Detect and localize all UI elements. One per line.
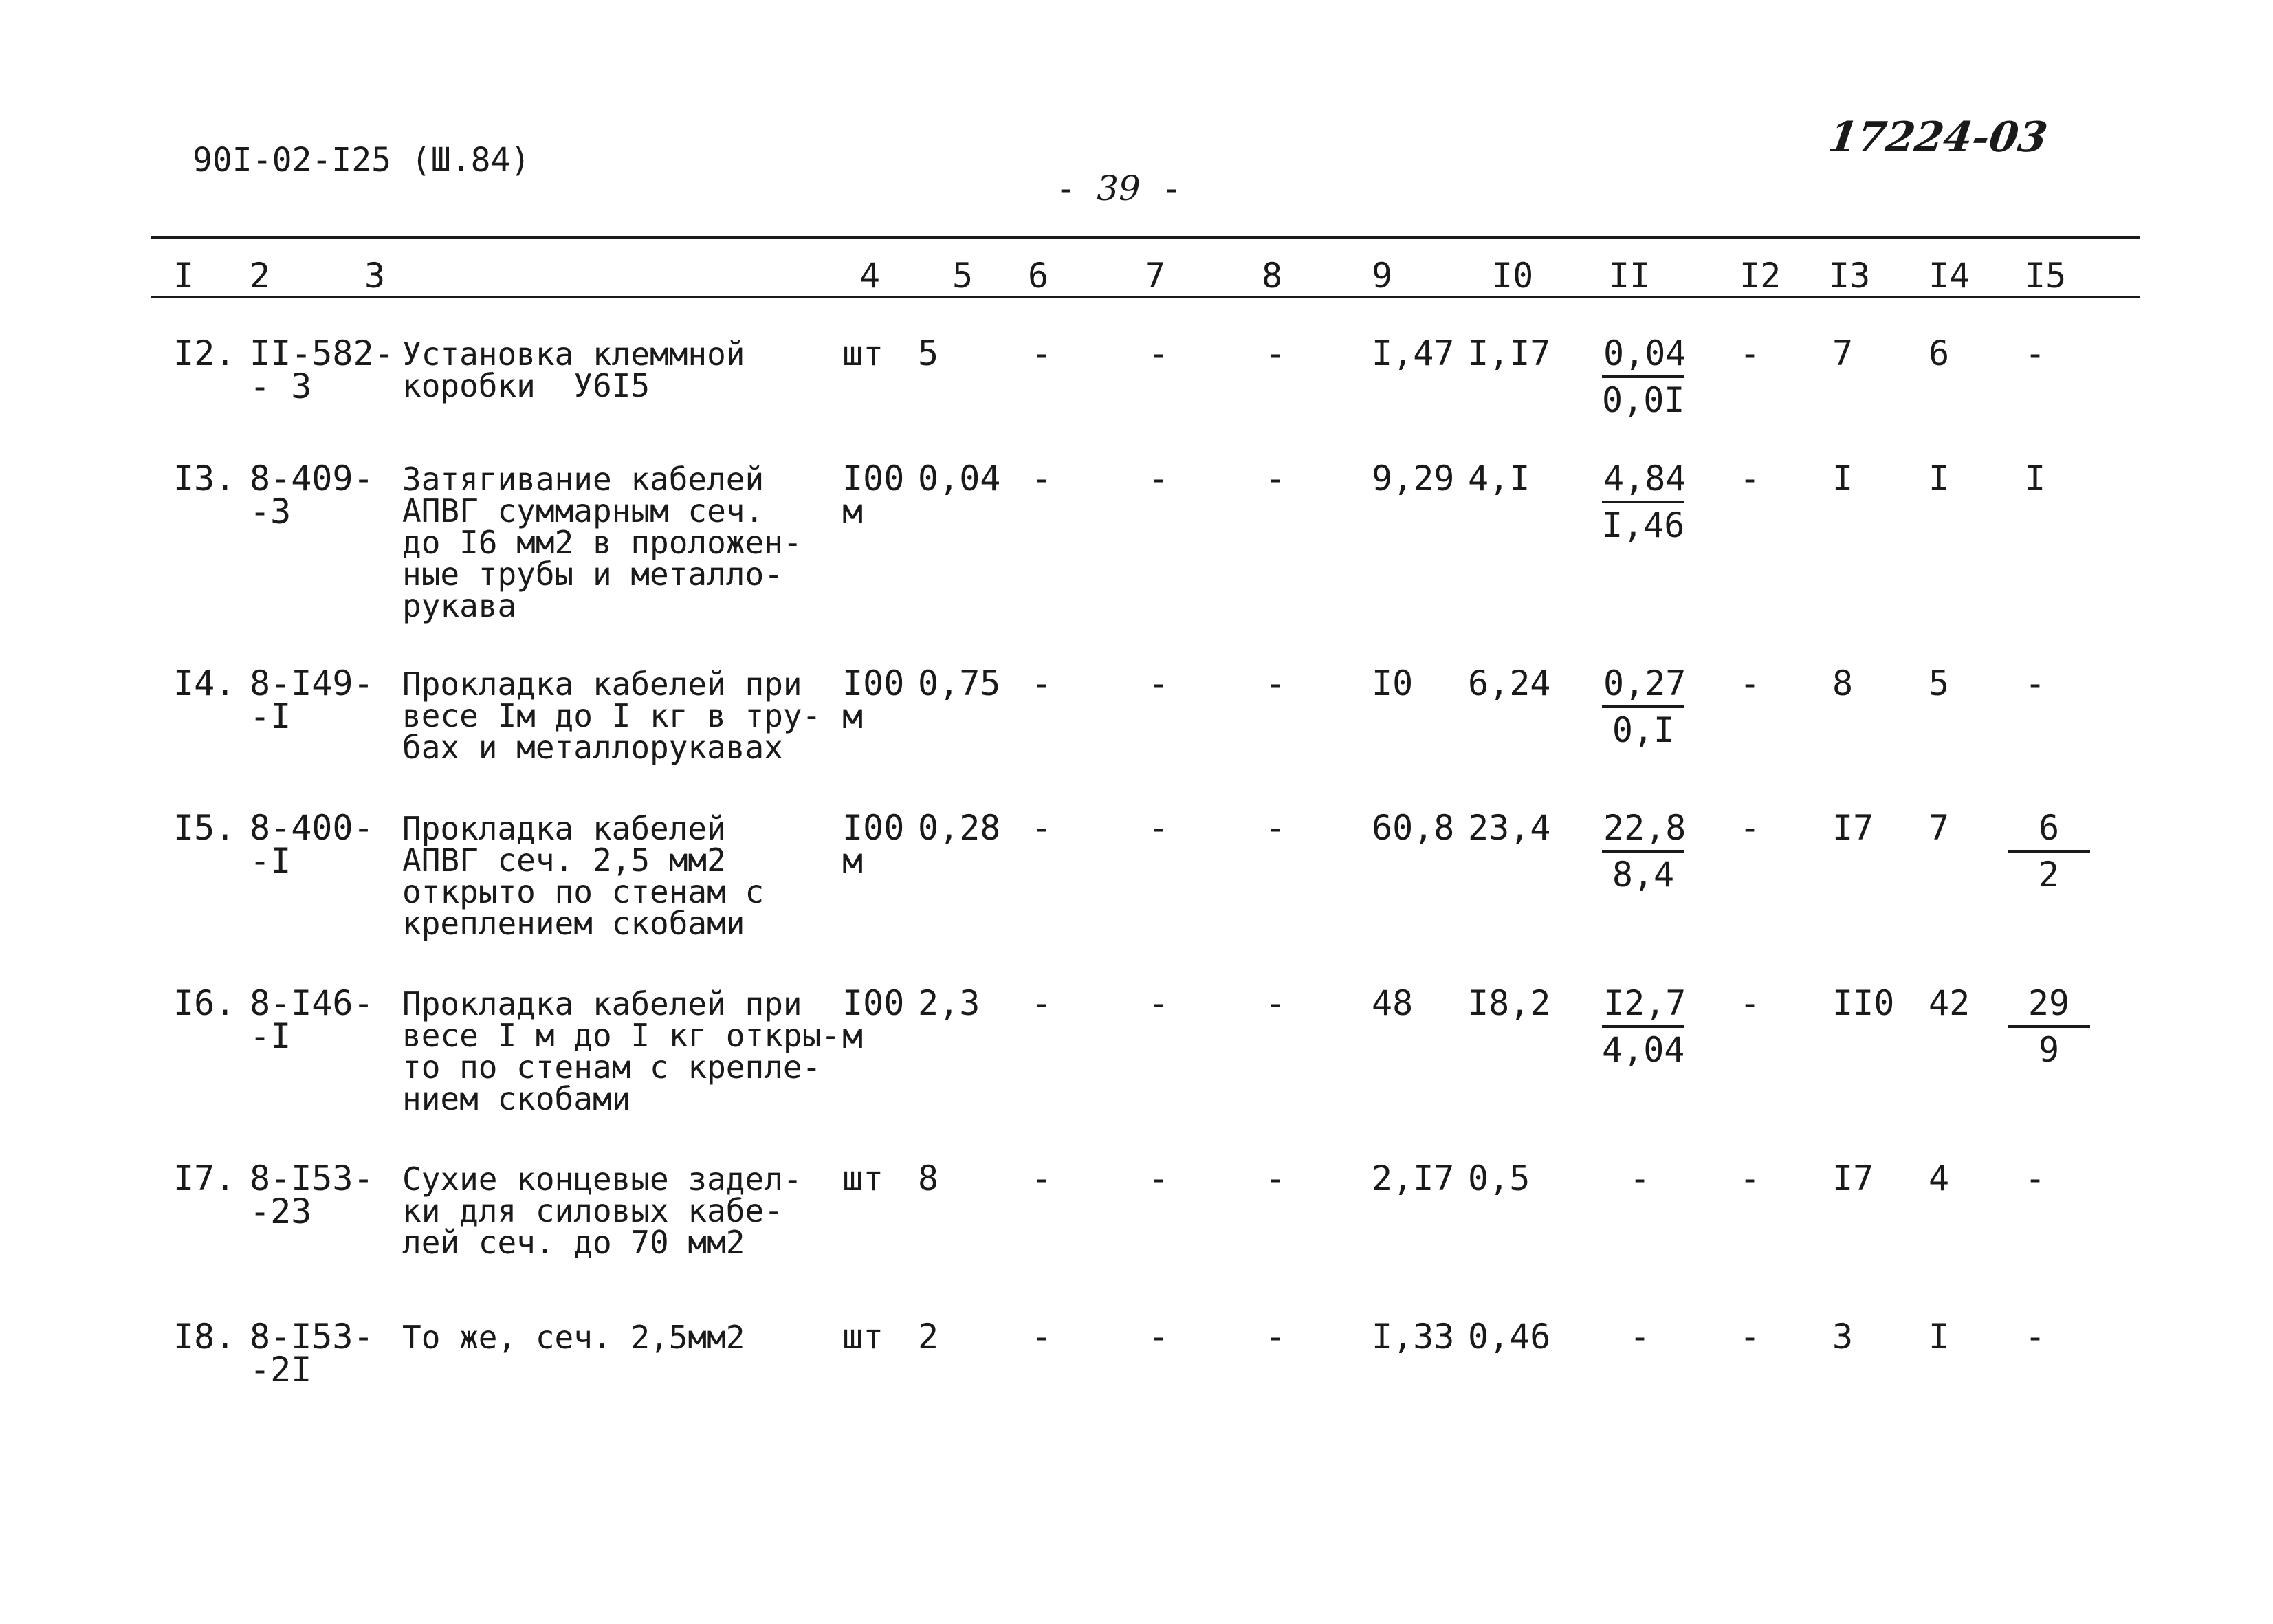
column-header-6: 6 (1028, 256, 1049, 296)
row-col-8: - (1265, 1317, 1286, 1357)
row-col-6: - (1031, 808, 1053, 848)
row-col-15-denominator: 9 (2038, 1030, 2060, 1070)
row-description-line: То же, сеч. 2,5мм2 (402, 1319, 745, 1356)
row-col-11 (1602, 981, 1687, 1072)
row-col-10: 23,4 (1468, 808, 1551, 848)
row-col-14: 7 (1929, 808, 1950, 848)
row-col-14: 6 (1929, 333, 1950, 373)
row-description (402, 666, 822, 766)
row-unit-line: I00 (842, 459, 905, 498)
row-code-line: -I (250, 841, 292, 881)
row-unit-line: I00 (842, 983, 905, 1023)
column-header-11: II (1609, 256, 1651, 296)
row-description (402, 338, 745, 402)
row-col-11: - (1629, 1159, 1651, 1198)
row-col-7: - (1148, 1159, 1170, 1198)
row-number: I5. (173, 808, 236, 848)
row-col-13: 8 (1832, 663, 1854, 703)
row-col-12: - (1739, 1159, 1761, 1198)
row-col-8: - (1265, 663, 1286, 703)
row-col-7: - (1148, 1317, 1170, 1357)
row-unit-line: I00 (842, 808, 905, 848)
row-col-10: 6,24 (1468, 663, 1551, 703)
row-code (250, 808, 374, 881)
row-col-8: - (1265, 808, 1286, 848)
row-code-line: 8-I49- (250, 663, 374, 703)
row-col-14: I (1929, 1317, 1950, 1357)
row-description-line: ки для силовых кабе- (402, 1192, 783, 1229)
row-col-9: I,47 (1372, 333, 1455, 373)
row-col-11-denominator: I,46 (1602, 505, 1685, 545)
row-col-9: 2,I7 (1372, 1159, 1455, 1198)
row-quantity: 0,75 (918, 663, 1001, 703)
row-col-10: 0,5 (1468, 1159, 1530, 1198)
row-code-line: 8-I53- (250, 1317, 374, 1357)
row-description (402, 1319, 745, 1356)
row-number: I4. (173, 663, 236, 703)
row-description (402, 1161, 802, 1261)
row-col-8: - (1265, 459, 1286, 498)
row-col-15-denominator: 2 (2038, 855, 2060, 895)
row-quantity: 5 (918, 333, 939, 373)
row-col-11 (1602, 806, 1687, 897)
row-col-9: I0 (1372, 663, 1414, 703)
row-code (250, 663, 374, 736)
row-col-6: - (1031, 1159, 1053, 1198)
row-col-11-denominator: 4,04 (1602, 1030, 1685, 1070)
row-col-12: - (1739, 333, 1761, 373)
row-col-11-denominator: 8,4 (1612, 855, 1675, 895)
row-description-line: Прокладка кабелей при (402, 985, 802, 1022)
row-col-13: II0 (1832, 983, 1895, 1023)
row-unit (842, 808, 905, 881)
column-header-15: I5 (2025, 256, 2067, 296)
header-top-rule (151, 236, 2140, 239)
row-col-8: - (1265, 983, 1286, 1023)
row-col-11-numerator: 0,27 (1602, 661, 1684, 708)
column-header-2: 2 (250, 256, 271, 296)
row-description-line: открыто по стенам с (402, 873, 765, 910)
row-col-15 (2008, 806, 2090, 897)
row-col-12: - (1739, 663, 1761, 703)
row-col-15-numerator: 29 (2008, 981, 2090, 1028)
row-col-9: I,33 (1372, 1317, 1455, 1357)
row-col-14: 42 (1929, 983, 1970, 1023)
row-col-11-denominator: 0,0I (1602, 380, 1685, 420)
row-code-line: II-582- (250, 333, 395, 373)
row-unit-line: I00 (842, 663, 905, 703)
row-quantity: 0,28 (918, 808, 1001, 848)
row-description-line: Прокладка кабелей при (402, 666, 802, 703)
row-description (402, 810, 765, 942)
row-col-6: - (1031, 333, 1053, 373)
row-col-13: 3 (1832, 1317, 1854, 1357)
row-description-line: лей сеч. до 70 мм2 (402, 1224, 745, 1261)
row-unit-line: шт (842, 333, 884, 373)
inventory-number: 17224-03 (1825, 113, 2051, 162)
column-header-1: I (173, 256, 195, 296)
row-col-10: I,I7 (1468, 333, 1551, 373)
row-col-6: - (1031, 1317, 1053, 1357)
row-unit (842, 1317, 884, 1357)
row-col-11-denominator: 0,I (1612, 710, 1675, 750)
row-col-12: - (1739, 808, 1761, 848)
column-header-12: I2 (1739, 256, 1781, 296)
row-description-line: Прокладка кабелей (402, 810, 726, 847)
column-header-4: 4 (859, 256, 881, 296)
row-description-line: коробки У6I5 (402, 367, 650, 404)
row-description-line: Установка клеммной (402, 336, 745, 373)
row-unit (842, 333, 884, 373)
row-number: I7. (173, 1159, 236, 1198)
row-description-line: АПВГ суммарным сеч. (402, 492, 765, 529)
row-quantity: 8 (918, 1159, 939, 1198)
row-col-12: - (1739, 459, 1761, 498)
row-unit-line: м (842, 841, 864, 881)
row-code (250, 983, 374, 1056)
row-description (402, 463, 802, 622)
document-code: 90I-02-I25 (Ш.84) (193, 141, 531, 179)
row-col-7: - (1148, 459, 1170, 498)
row-description-line: весе I м до I кг откры- (402, 1017, 840, 1054)
row-col-8: - (1265, 1159, 1286, 1198)
row-description (402, 985, 840, 1117)
row-code-line: 8-I53- (250, 1159, 374, 1198)
column-header-10: I0 (1492, 256, 1534, 296)
row-col-13: I (1832, 459, 1854, 498)
column-header-13: I3 (1829, 256, 1871, 296)
row-unit (842, 983, 905, 1056)
row-code-line: -I (250, 696, 292, 736)
column-header-5: 5 (952, 256, 974, 296)
row-unit-line: м (842, 492, 864, 531)
row-col-15: - (2025, 663, 2046, 703)
row-col-10: I8,2 (1468, 983, 1551, 1023)
row-col-11: - (1629, 1317, 1651, 1357)
row-col-11 (1602, 457, 1687, 547)
row-col-10: 0,46 (1468, 1317, 1551, 1357)
row-col-6: - (1031, 459, 1053, 498)
row-description-line: Затягивание кабелей (402, 461, 765, 498)
row-code-line: 8-409- (250, 459, 374, 498)
row-unit-line: м (842, 696, 864, 736)
column-header-9: 9 (1372, 256, 1393, 296)
row-col-11-numerator: 22,8 (1602, 806, 1684, 853)
row-number: I3. (173, 459, 236, 498)
row-description-line: АПВГ сеч. 2,5 мм2 (402, 842, 726, 879)
row-col-11-numerator: 4,84 (1602, 457, 1684, 503)
row-number: I6. (173, 983, 236, 1023)
column-header-7: 7 (1145, 256, 1166, 296)
row-code-line: 8-I46- (250, 983, 374, 1023)
column-header-14: I4 (1929, 256, 1970, 296)
row-col-15: - (2025, 333, 2046, 373)
row-col-13: I7 (1832, 808, 1874, 848)
row-code-line: 8-400- (250, 808, 374, 848)
header-bottom-rule (151, 296, 2140, 298)
row-col-14: 4 (1929, 1159, 1950, 1198)
row-unit-line: шт (842, 1159, 884, 1198)
row-description-line: ные трубы и металло- (402, 556, 783, 593)
row-col-13: 7 (1832, 333, 1854, 373)
row-quantity: 2,3 (918, 983, 980, 1023)
row-unit-line: м (842, 1016, 864, 1056)
row-description-line: нием скобами (402, 1080, 631, 1117)
row-code (250, 333, 395, 406)
row-description-line: рукава (402, 587, 517, 624)
row-col-7: - (1148, 663, 1170, 703)
row-unit-line: шт (842, 1317, 884, 1357)
row-unit (842, 1159, 884, 1198)
row-code-line: -2I (250, 1350, 312, 1390)
row-col-11 (1602, 661, 1687, 752)
row-col-15: - (2025, 1159, 2046, 1198)
row-code (250, 1159, 374, 1231)
row-col-15-numerator: 6 (2008, 806, 2090, 853)
row-col-9: 48 (1372, 983, 1414, 1023)
row-col-8: - (1265, 333, 1286, 373)
row-col-6: - (1031, 983, 1053, 1023)
row-code (250, 459, 374, 531)
row-col-14: 5 (1929, 663, 1950, 703)
row-description-line: до I6 мм2 в проложен- (402, 524, 802, 561)
row-col-15: - (2025, 1317, 2046, 1357)
row-col-7: - (1148, 333, 1170, 373)
row-code (250, 1317, 374, 1390)
row-unit (842, 459, 905, 531)
row-col-11 (1602, 331, 1687, 422)
row-col-7: - (1148, 983, 1170, 1023)
row-description-line: креплением скобами (402, 905, 745, 942)
row-col-9: 60,8 (1372, 808, 1455, 848)
row-col-11-numerator: I2,7 (1602, 981, 1684, 1028)
row-description-line: то по стенам с крепле- (402, 1049, 822, 1086)
row-col-15: I (2025, 459, 2046, 498)
row-unit (842, 663, 905, 736)
row-col-14: I (1929, 459, 1950, 498)
row-quantity: 0,04 (918, 459, 1001, 498)
row-code-line: - 3 (250, 366, 312, 406)
row-number: I8. (173, 1317, 236, 1357)
row-description-line: весе Iм до I кг в тру- (402, 697, 822, 734)
row-col-7: - (1148, 808, 1170, 848)
row-code-line: -23 (250, 1192, 312, 1231)
row-col-13: I7 (1832, 1159, 1874, 1198)
row-description-line: бах и металлорукавах (402, 729, 783, 766)
column-header-8: 8 (1262, 256, 1283, 296)
row-quantity: 2 (918, 1317, 939, 1357)
row-col-12: - (1739, 1317, 1761, 1357)
row-col-10: 4,I (1468, 459, 1530, 498)
row-col-9: 9,29 (1372, 459, 1455, 498)
row-col-12: - (1739, 983, 1761, 1023)
row-col-15 (2008, 981, 2090, 1072)
row-number: I2. (173, 333, 236, 373)
row-col-11-numerator: 0,04 (1602, 331, 1684, 378)
page-number: - 39 - (1055, 168, 1183, 208)
row-col-6: - (1031, 663, 1053, 703)
row-code-line: -I (250, 1016, 292, 1056)
page-number-value: 39 (1097, 168, 1141, 208)
row-description-line: Сухие концевые задел- (402, 1161, 802, 1198)
row-code-line: -3 (250, 492, 292, 531)
column-header-3: 3 (364, 256, 386, 296)
